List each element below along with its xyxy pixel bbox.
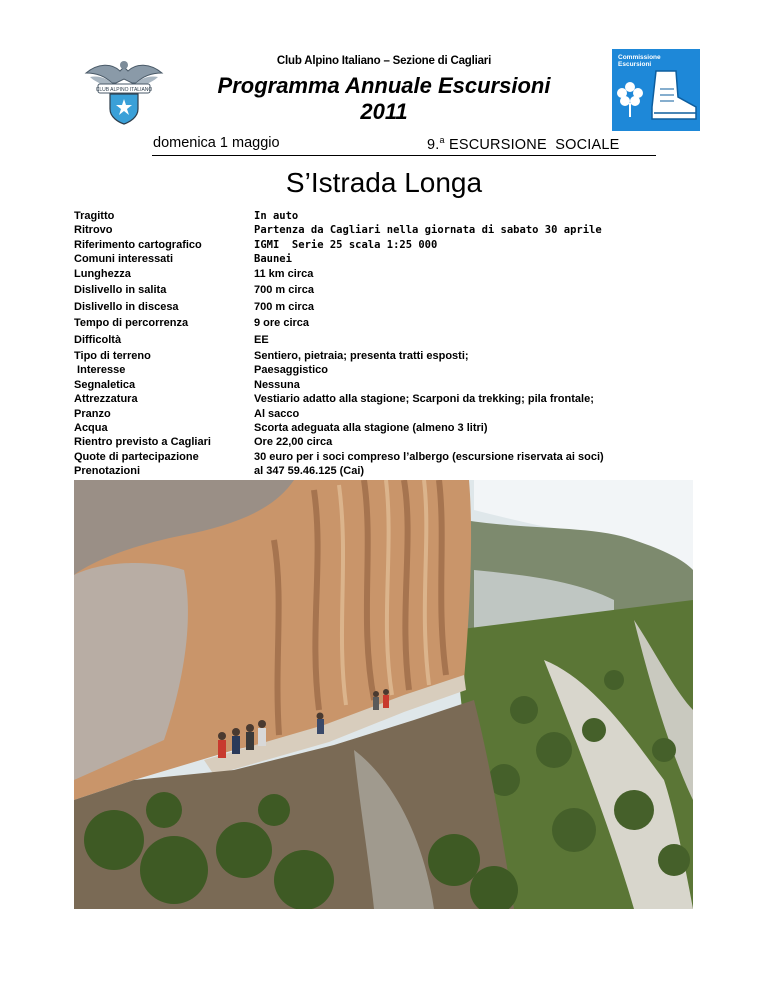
detail-row [74,407,694,421]
detail-value: Scorta adeguata alla stagione (almeno 3 litri) [254,422,488,435]
detail-label: Tragitto [74,210,115,222]
detail-row [74,333,694,350]
excursion-number: 9. [427,137,440,153]
detail-row [74,378,694,392]
detail-label: Prenotazioni [74,465,141,478]
detail-label: Segnaletica [74,378,136,391]
detail-row [74,316,694,333]
detail-value: Ore 22,00 circa [254,436,333,449]
detail-value: Sentiero, pietraia; presenta tratti esposti; [254,350,469,363]
detail-row [74,450,694,464]
detail-row [74,223,694,237]
detail-row [74,209,694,223]
detail-value: 30 euro per i soci compreso l’albergo (escursione riservata ai soci) [254,450,604,463]
detail-label: Dislivello in discesa [74,300,179,313]
detail-label: Difficoltà [74,333,122,346]
detail-label: Acqua [74,422,108,435]
detail-value: 11 km circa [254,267,314,280]
detail-label: Quote di partecipazione [74,450,199,463]
detail-row [74,349,694,363]
detail-label: Tipo di terreno [74,350,151,363]
detail-value: 700 m circa [254,284,314,297]
detail-label: Lunghezza [74,267,131,280]
program-title-line2: 2011 [360,99,408,124]
detail-label: Ritrovo [74,224,113,237]
detail-row [74,421,694,435]
detail-value: IGMI Serie 25 scala 1:25 000 [254,238,438,251]
detail-row [74,464,694,478]
logo-right-line1: Commissione [618,54,661,61]
detail-row [74,392,694,406]
detail-label: Interesse [74,364,126,377]
detail-value: Nessuna [254,378,300,391]
detail-value: Al sacco [254,407,300,420]
detail-row [74,283,694,300]
organization-name: Club Alpino Italiano – Sezione di Cagliari [276,55,492,67]
detail-row [74,300,694,317]
detail-value: Paesaggistico [254,364,328,377]
detail-label: Comuni interessati [74,253,174,266]
detail-label: Rientro previsto a Cagliari [74,436,211,449]
detail-value: EE [254,333,269,346]
detail-label: Riferimento cartografico [74,238,202,251]
detail-label: Tempo di percorrenza [74,317,189,330]
excursion-text: ESCURSIONE SOCIALE [444,137,620,153]
detail-row [74,267,694,284]
detail-row [74,435,694,449]
excursion-label [427,135,620,153]
detail-value: Partenza da Cagliari nella giornata di sabato 30 aprile [254,224,602,237]
detail-value: 9 ore circa [254,317,310,330]
detail-row [74,252,694,266]
detail-row [74,238,694,252]
detail-label: Dislivello in salita [74,284,167,297]
logo-left-text: CLUB ALPINO ITALIANO [95,87,153,93]
detail-value: Vestiario adatto alla stagione; Scarponi da trekking; pila frontale; [254,393,594,406]
program-title-line1: Programma Annuale Escursioni [217,73,551,98]
header-divider [152,155,656,156]
detail-label: Attrezzatura [74,393,138,406]
detail-value: In auto [254,210,299,222]
logo-right-line2: Escursioni [618,61,652,68]
detail-value: Baunei [254,253,292,266]
details-table [74,209,694,479]
excursion-sup: a [439,135,445,145]
detail-value: al 347 59.46.125 (Cai) [254,465,365,478]
detail-value: 700 m circa [254,300,314,313]
detail-row [74,363,694,377]
excursion-title: S’Istrada Longa [285,167,483,198]
detail-label: Pranzo [74,407,111,420]
event-date: domenica 1 maggio [153,135,280,151]
program-title [0,73,768,125]
cliff-trail-photo [74,480,693,909]
